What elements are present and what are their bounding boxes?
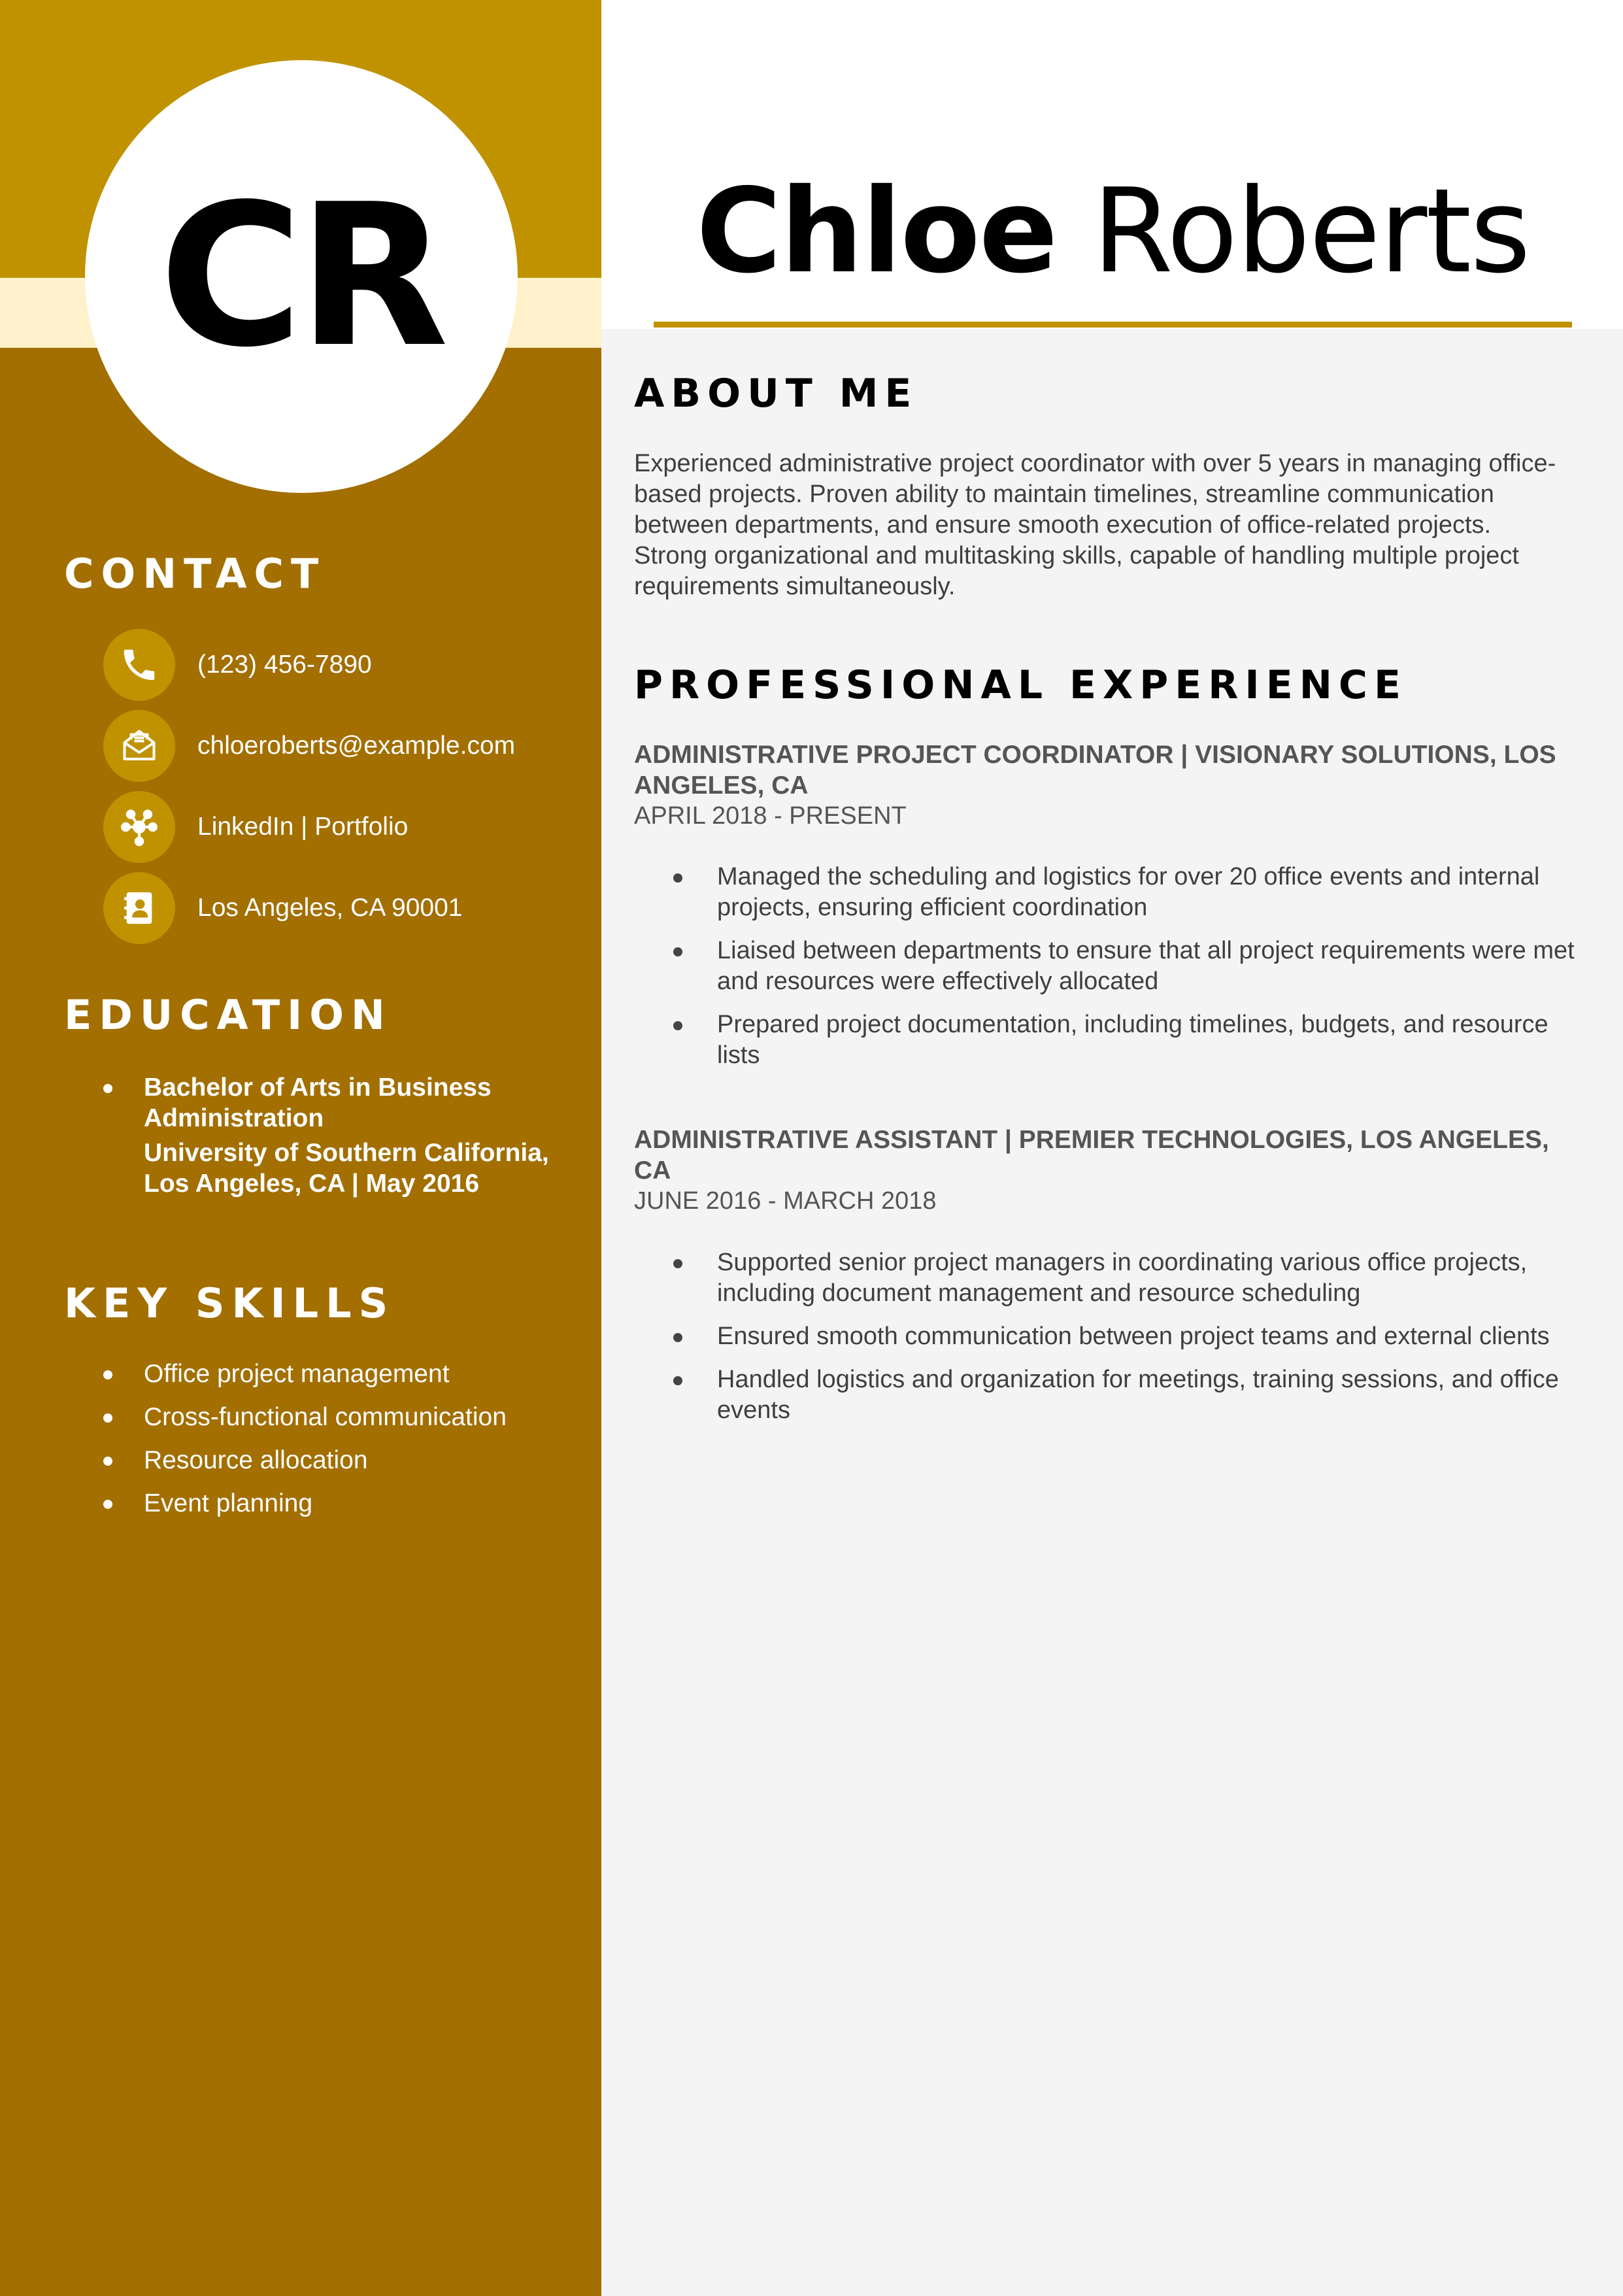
list-item: Ensured smooth communication between project teams and external clients <box>673 1321 1575 1352</box>
education-heading: EDUCATION <box>64 991 392 1039</box>
education-degree: Bachelor of Arts in Business Administration <box>144 1073 492 1132</box>
job-title: ADMINISTRATIVE PROJECT COORDINATOR | VISIONARY SOLUTIONS, LOS ANGELES, CA <box>634 741 1556 800</box>
contact-phone[interactable] <box>103 629 574 701</box>
email-text: chloeroberts@example.com <box>197 732 516 760</box>
network-icon <box>103 791 175 863</box>
education-school: University of Southern California, Los Angeles, CA | May 2016 <box>144 1139 549 1198</box>
name-underline <box>654 322 1572 328</box>
job-dates: JUNE 2016 - MARCH 2018 <box>634 1187 937 1215</box>
location-text: Los Angeles, CA 90001 <box>197 894 463 922</box>
list-item <box>103 1072 561 1199</box>
experience-heading: PROFESSIONAL EXPERIENCE <box>634 662 1407 708</box>
contact-location[interactable] <box>103 872 574 944</box>
skills-list <box>103 1359 561 1531</box>
education-list <box>103 1072 561 1199</box>
contact-heading: CONTACT <box>64 550 326 598</box>
address-book-icon <box>103 872 175 944</box>
email-icon <box>103 710 175 782</box>
job-bullets <box>673 862 1575 1083</box>
contact-links[interactable] <box>103 791 574 863</box>
list-item: Handled logistics and organization for meetings, training sessions, and office events <box>673 1364 1575 1426</box>
last-name: Roberts <box>1092 163 1530 299</box>
list-item: Office project management <box>103 1359 561 1389</box>
list-item: Supported senior project managers in coordinating various office projects, including document management and resource scheduling <box>673 1247 1575 1309</box>
list-item: Cross-functional communication <box>103 1402 561 1432</box>
list-item: Event planning <box>103 1488 561 1519</box>
job-dates: APRIL 2018 - PRESENT <box>634 802 907 830</box>
skills-heading: KEY SKILLS <box>64 1279 395 1327</box>
links-text: LinkedIn | Portfolio <box>197 813 409 841</box>
monogram-circle <box>85 60 518 493</box>
phone-text: (123) 456-7890 <box>197 650 372 679</box>
about-text: Experienced administrative project coordinator with over 5 years in managing office-based projects. Proven ability to maintain timelines, streamline communication between departments, and ensure smooth execution of office-related projects. Strong organizational and multitasking skills, capable of handling multiple project requirements simultaneously. <box>634 450 1556 600</box>
list-item: Prepared project documentation, including timelines, budgets, and resource lists <box>673 1009 1575 1071</box>
list-item: Managed the scheduling and logistics for over 20 office events and internal projects, ensuring efficient coordination <box>673 862 1575 923</box>
job-title: ADMINISTRATIVE ASSISTANT | PREMIER TECHNOLOGIES, LOS ANGELES, CA <box>634 1126 1549 1185</box>
candidate-name <box>654 163 1572 299</box>
monogram: CR <box>159 162 444 390</box>
job-bullets <box>673 1247 1575 1438</box>
phone-icon <box>103 629 175 701</box>
contact-email[interactable] <box>103 710 574 782</box>
first-name: Chloe <box>696 163 1057 299</box>
about-heading: ABOUT ME <box>634 371 918 416</box>
sidebar <box>0 0 601 2296</box>
list-item: Resource allocation <box>103 1445 561 1476</box>
list-item: Liaised between departments to ensure that all project requirements were met and resources were effectively allocated <box>673 936 1575 997</box>
